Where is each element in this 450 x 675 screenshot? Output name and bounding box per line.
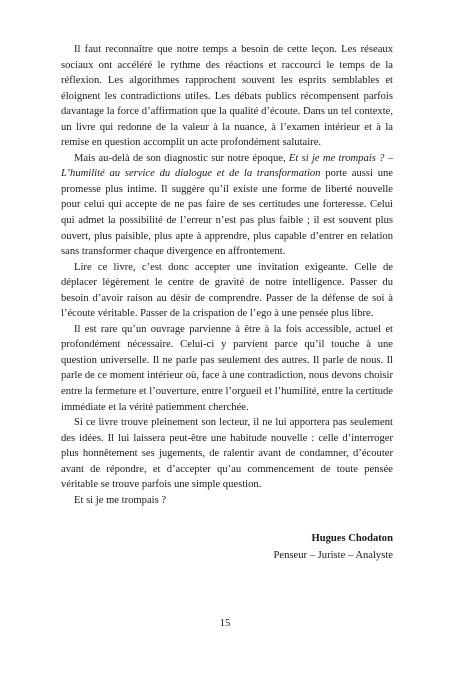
paragraph-6: Et si je me trompais ? [74,494,167,506]
paragraph-2-rest: porte aussi une promesse plus intime. Il suggère qu’il existe une forme de liberté nouvelle pour celui qui accepte de ne pas faire de ses certitudes une forteresse. Celui qui admet la possibilité de l’erreur n’est pas plus faible ; il est souvent plus ouvert, plus paisible, plus apte à apprendre, plus capable d’entrer en relation sans transformer chaque divergence en affrontement. [61,168,393,258]
author-name: Hugues Chodaton [311,533,393,544]
page-number: 15 [219,618,231,629]
paragraph-2-intro: Mais au-delà de son diagnostic sur notre époque, [74,152,289,164]
paragraph-5: Si ce livre trouve pleinement son lecteur, il ne lui apportera pas seulement des idées. Il lui laissera peut-être une habitude nouvelle : celle d’interroger plus honnêtement ses jugements, de ralentir avant de condamner, d’écouter avant de répondre, et d’accepter qu’au commencement de toute pensée véritable se trouve parfois une simple question. [61,417,393,491]
signature-block [274,530,393,564]
paragraph-4: Il est rare qu’un ouvrage parvienne à être à la fois accessible, actuel et profondément nécessaire. Celui-ci y parvient parce qu’il touche à une question universelle. Il ne parle pas seulement des autres. Il parle de nous. Il parle de ce moment intérieur où, face à une contradiction, nous devons choisir entre la fermeture et l’ouverture, entre l’orgueil et l’humilité, entre la certitude immédiate et la vérité patiemment cherchée. [61,323,393,413]
book-title: Et si je me trompais ? – L’humilité au service du dialogue et de la transformation [61,152,393,180]
body-text [61,42,393,508]
paragraph-1: Il faut reconnaître que notre temps a besoin de cette leçon. Les réseaux sociaux ont accéléré le rythme des réactions et raccourci le temps de la réflexion. Les algorithmes rapprochent souvent les esprits semblables et éloignent les contradictions utiles. Les débats publics récompensent parfois davantage la force d’affirmation que la qualité d’écoute. Dans un tel contexte, un livre qui redonne de la valeur à la nuance, à l’examen intérieur et à la remise en question accomplit un acte profondément salutaire. [61,44,393,149]
author-role: Penseur – Juriste – Analyste [273,550,393,561]
paragraph-2 [61,151,393,260]
paragraph-3: Lire ce livre, c’est donc accepter une invitation exigeante. Celle de déplacer légèrement le centre de gravité de notre intelligence. Passer du besoin d’avoir raison au désir de comprendre. Passer de la défense de soi à l’écoute véritable. Passer de la crispation de l’ego à une pensée plus libre. [61,261,393,320]
